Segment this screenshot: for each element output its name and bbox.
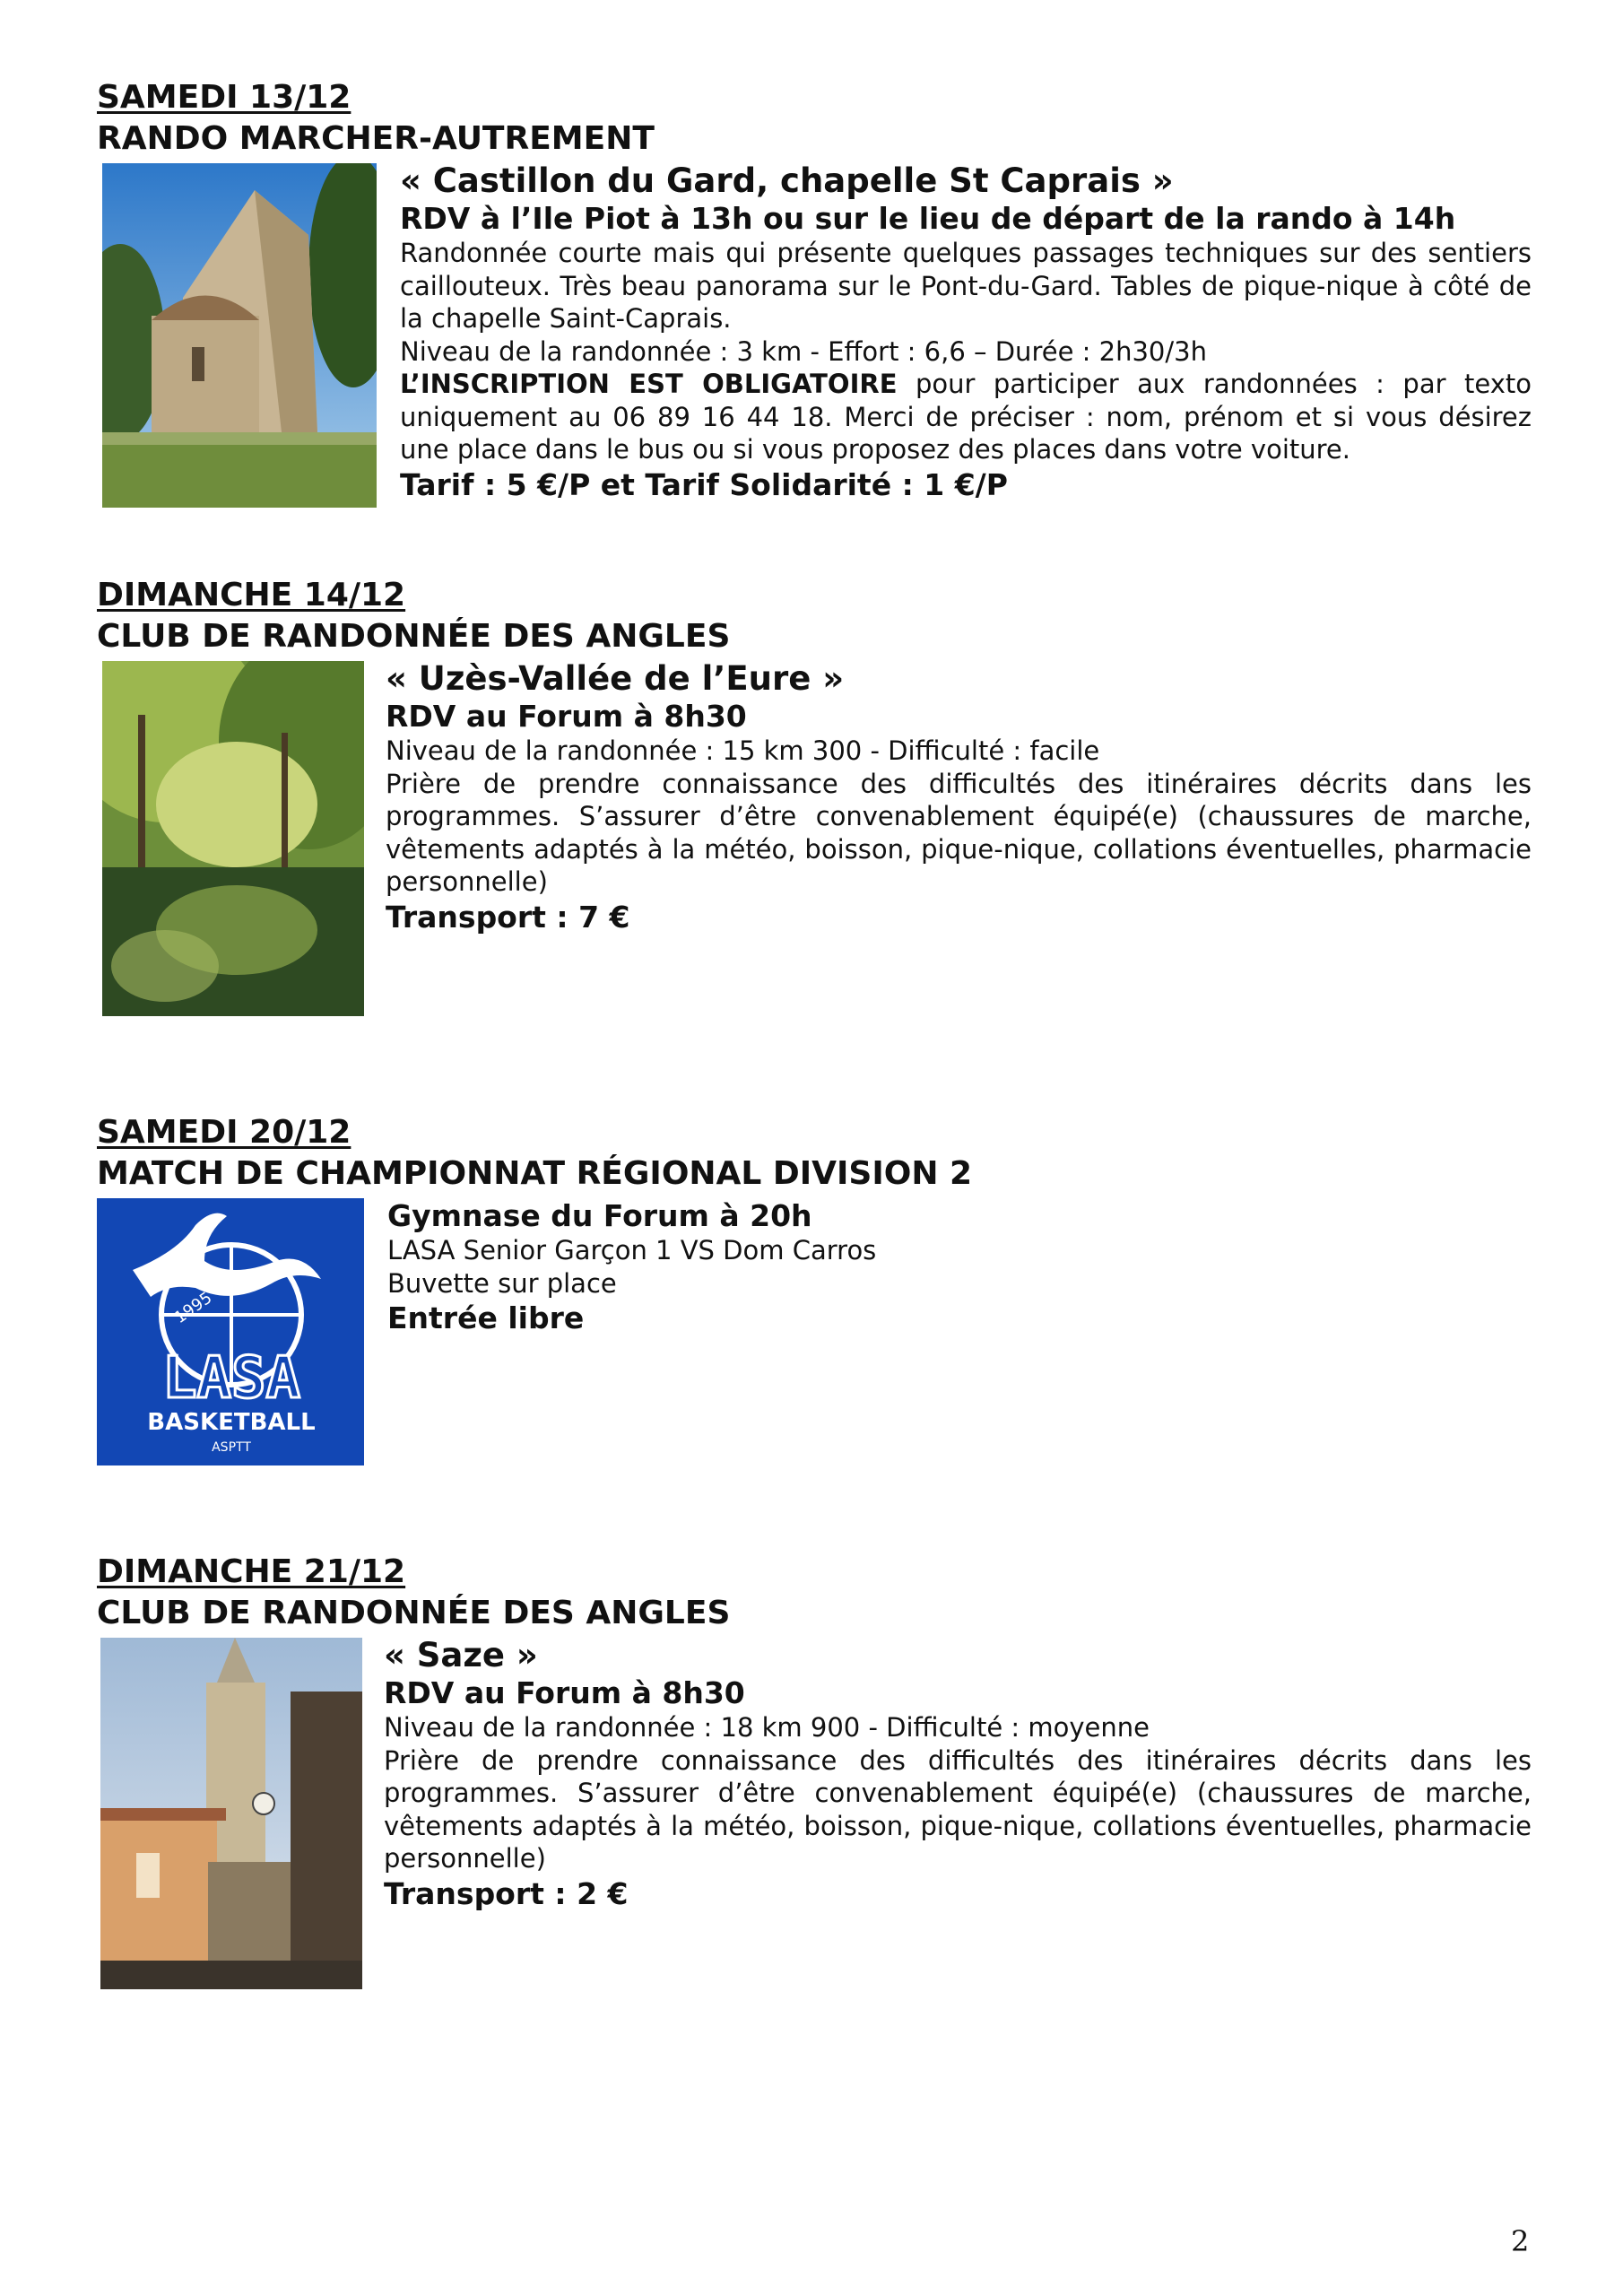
event-rdv: RDV au Forum à 8h30 — [386, 699, 747, 734]
event-date: SAMEDI 20/12 — [97, 1114, 352, 1151]
event-description: Prière de prendre connaissance des difficultés des itinéraires décrits dans les programmes. S’assurer d’être convenablement équipé(e) (chaussures de marche, vêtements adaptés à la météo, boisson, pique-nique, collations éventuelles, pharmacie personnelle) — [386, 768, 1532, 897]
event-organizer: MATCH DE CHAMPIONNAT RÉGIONAL DIVISION 2 — [97, 1155, 973, 1192]
event-location: Gymnase du Forum à 20h — [387, 1198, 812, 1233]
event-price: Tarif : 5 €/P et Tarif Solidarité : 1 €/P — [400, 466, 1008, 502]
lasa-basketball-logo — [97, 1198, 364, 1465]
event-content — [384, 1638, 1532, 1913]
page-number: 2 — [1511, 2224, 1530, 2258]
event-description: Randonnée courte mais qui présente quelques passages techniques sur des sentiers caillouteux. Très beau panorama sur le Pont-du-Gard. Tables de pique-nique à côté de la chapelle Saint-Caprais. — [400, 238, 1532, 334]
event-price: Entrée libre — [387, 1300, 585, 1335]
event-price: Transport : 2 € — [384, 1875, 629, 1911]
event-price: Transport : 7 € — [386, 899, 630, 935]
event-samedi-13 — [97, 77, 1532, 508]
event-samedi-20 — [97, 1112, 1532, 1465]
event-date: SAMEDI 13/12 — [97, 79, 352, 116]
event-title: « Saze » — [384, 1636, 538, 1674]
inscription-details: pour participer aux randonnées : par texto uniquement au 06 89 16 44 18. Merci de préciser : nom, prénom et si vous désirez une place dans le bus ou si vous proposez des places dans votre voiture. — [400, 369, 1532, 465]
chapel-photo — [102, 163, 377, 508]
event-rdv: RDV à l’Ile Piot à 13h ou sur le lieu de départ de la rando à 14h — [400, 201, 1456, 236]
event-title: « Uzès-Vallée de l’Eure » — [386, 659, 845, 698]
event-description: Prière de prendre connaissance des difficultés des itinéraires décrits dans les programmes. S’assurer d’être convenablement équipé(e) (chaussures de marche, vêtements adaptés à la météo, boisson, pique-nique, collations éventuelles, pharmacie personnelle) — [384, 1744, 1532, 1874]
logo-tag: ASPTT — [212, 1440, 251, 1455]
event-content — [400, 163, 1532, 504]
event-title: « Castillon du Gard, chapelle St Caprais » — [400, 161, 1174, 200]
event-dimanche-21 — [97, 1552, 1532, 1989]
event-level: Niveau de la randonnée : 15 km 300 - Difficulté : facile — [386, 735, 1100, 766]
event-inscription — [400, 368, 1532, 466]
event-extra: Buvette sur place — [387, 1267, 617, 1299]
event-level: Niveau de la randonnée : 3 km - Effort : 6,6 – Durée : 2h30/3h — [400, 335, 1207, 367]
event-organizer: RANDO MARCHER-AUTREMENT — [97, 120, 655, 157]
event-organizer: CLUB DE RANDONNÉE DES ANGLES — [97, 1595, 731, 1631]
event-rdv: RDV au Forum à 8h30 — [384, 1675, 745, 1710]
inscription-notice: L’INSCRIPTION EST OBLIGATOIRE — [400, 369, 898, 399]
logo-sub: BASKETBALL — [147, 1409, 316, 1436]
event-organizer: CLUB DE RANDONNÉE DES ANGLES — [97, 618, 731, 655]
event-content — [386, 661, 1532, 936]
event-date: DIMANCHE 21/12 — [97, 1553, 406, 1590]
event-date: DIMANCHE 14/12 — [97, 577, 406, 613]
event-level: Niveau de la randonnée : 18 km 900 - Difficulté : moyenne — [384, 1712, 1150, 1743]
logo-name: LASA — [161, 1345, 301, 1412]
event-dimanche-14 — [97, 575, 1532, 1016]
village-photo — [100, 1638, 362, 1989]
logo-year: 1995 — [170, 1288, 216, 1328]
event-content — [387, 1198, 1532, 1337]
river-photo — [102, 661, 364, 1016]
event-match: LASA Senior Garçon 1 VS Dom Carros — [387, 1235, 877, 1265]
